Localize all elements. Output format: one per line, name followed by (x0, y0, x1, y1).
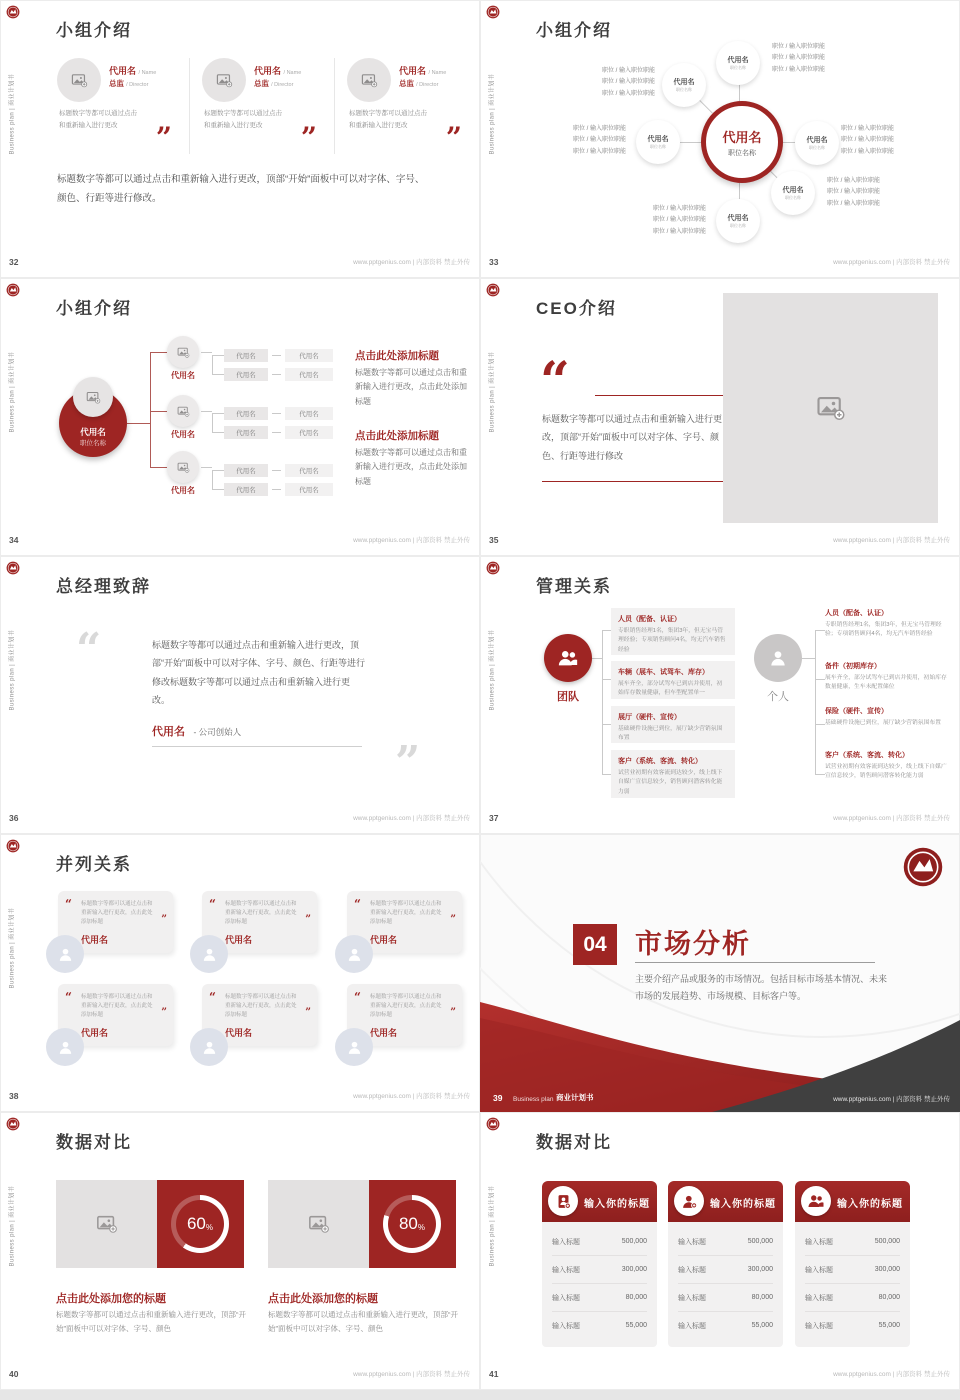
slide-37[interactable] (480, 556, 960, 834)
connector (602, 774, 611, 775)
brand-seal-icon (6, 839, 20, 853)
card-text: 标题数字等都可以通过点击和重新输入进行更改，点击此处添加标题 (370, 901, 442, 926)
connector (212, 470, 213, 490)
org-node-name: 代用名 (171, 371, 195, 380)
connector (201, 411, 212, 412)
card-body: 标题数字等都可以通过点击和重新输入进行更改，顶部“开始”面板中可以对字体、字号、颜色 (56, 1310, 246, 1334)
connector (592, 658, 602, 659)
quote-open-mark: “ (540, 351, 570, 412)
block-body: 标题数字等都可以通过点击和重新输入进行更改，点击此处添加标题 (355, 368, 467, 406)
block-heading: 点击此处添加标题 (355, 430, 439, 442)
center-role: 职位名称 (728, 149, 756, 157)
person-item: 保险（硬件、宣传） 基础硬件设施已到位，展厅缺少营销氛围布置 (825, 708, 941, 726)
page-title: 总经理致辞 (56, 577, 151, 596)
footer-text: www.pptgenius.com | 内部资料 禁止外传 (833, 1371, 950, 1378)
page-number: 36 (9, 813, 19, 823)
person-label: 个人 (767, 691, 789, 703)
connector (212, 355, 224, 356)
divider (152, 746, 362, 747)
quote-close-mark: ” (450, 1007, 456, 1018)
connector (212, 374, 224, 375)
org-node-avatar (167, 336, 199, 368)
slide-40[interactable] (0, 1112, 480, 1390)
member-card (57, 52, 180, 164)
avatar (46, 1028, 84, 1066)
org-node: 代用名 职位名称 (771, 171, 815, 215)
page-number: 39 (493, 1093, 503, 1103)
name-box: 代用名 (224, 368, 268, 381)
member-desc: 标题数字等都可以通过点击和重新输入进行更改 (59, 110, 137, 130)
node-info: 职位 / 输入职位职能 职位 / 输入职位职能 职位 / 输入职位职能 (652, 206, 706, 235)
table-row: 输入标题 500,000 (552, 1228, 647, 1256)
person-icon (201, 946, 218, 963)
table-row: 输入标题 300,000 (552, 1256, 647, 1284)
avatar (190, 1028, 228, 1066)
stat-table (795, 1181, 910, 1347)
connector (150, 352, 151, 467)
image-placeholder-icon (361, 72, 378, 89)
donut-chart (383, 1195, 441, 1253)
quote-close-mark: ” (155, 121, 172, 154)
person-icon (346, 1039, 363, 1056)
node-info: 职位 / 输入职位职能 职位 / 输入职位职能 职位 / 输入职位职能 (772, 44, 826, 73)
card-text: 标题数字等都可以通过点击和重新输入进行更改，点击此处添加标题 (225, 901, 297, 926)
node-info: 职位 / 输入职位职能 职位 / 输入职位职能 职位 / 输入职位职能 (601, 68, 655, 97)
card-name: 代用名 (370, 935, 398, 945)
avatar (335, 1028, 373, 1066)
image-placeholder (56, 1180, 157, 1268)
vertical-label: Business plan | 商业计划书 (489, 73, 496, 155)
org-node-name: 代用名 (171, 430, 195, 439)
card-name: 代用名 (81, 1028, 109, 1038)
connector (602, 724, 611, 725)
block-body: 标题数字等都可以通过点击和重新输入进行更改，点击此处添加标题 (355, 448, 467, 486)
quote-card (58, 984, 173, 1046)
connector (602, 679, 611, 680)
image-placeholder-icon (86, 390, 101, 405)
person-item: 客户（系统、客流、转化） 试营业初期有效客流到达较少，线上线下自媒广宣信息较少，销售顾问潜客转化能力弱 (825, 752, 947, 780)
card-text: 标题数字等都可以通过点击和重新输入进行更改，点击此处添加标题 (370, 994, 442, 1019)
quote-card (202, 984, 317, 1046)
table-header (542, 1181, 657, 1222)
vertical-label: Business plan | 商业计划书 (9, 1185, 16, 1267)
brand-seal-icon (6, 1117, 20, 1131)
connector (212, 432, 224, 433)
org-node-name: 代用名 (171, 486, 195, 495)
connector (150, 352, 167, 353)
team-item: 客户（系统、客流、转化） 试营业初期有效客流到达较少，线上线下自媒广宣信息较少，销售顾问潜客转化能力弱 (611, 750, 735, 798)
brand-seal-icon (486, 561, 500, 575)
quote-open-mark: “ (65, 897, 72, 911)
connector (602, 630, 603, 775)
accent-rule (542, 481, 728, 482)
team-label: 团队 (557, 691, 579, 703)
name-box: 代用名 (224, 407, 268, 420)
card-heading: 点击此处添加您的标题 (56, 1293, 166, 1305)
person-item: 备件（初期库存） 展车齐全，部分试驾车已到店并使用，初始库存数量健康，生车未配置储位 (825, 663, 947, 691)
footer-text: www.pptgenius.com | 内部资料 禁止外传 (833, 815, 950, 822)
table-title: 输入你的标题 (584, 1199, 650, 1210)
person-icon (201, 1039, 218, 1056)
footer-text: www.pptgenius.com | 内部资料 禁止外传 (353, 259, 470, 266)
table-title: 输入你的标题 (837, 1199, 903, 1210)
org-node: 代用名 职位名称 (716, 41, 760, 85)
connector (212, 355, 213, 375)
connector (680, 142, 701, 143)
card-text: 标题数字等都可以通过点击和重新输入进行更改，点击此处添加标题 (225, 994, 297, 1019)
name-box: 代用名 (285, 349, 333, 362)
connector (212, 413, 224, 414)
page-number: 40 (9, 1369, 19, 1379)
table-row: 输入标题 500,000 (678, 1228, 773, 1256)
page-number: 38 (9, 1091, 19, 1101)
person-icon (57, 1039, 74, 1056)
section-title: 市场分析 (635, 929, 751, 959)
connector (783, 142, 795, 143)
quote-close-mark: ” (450, 914, 456, 925)
dash (272, 489, 281, 490)
connector (815, 774, 825, 775)
team-item: 展厅（硬件、宣传） 基础硬件设施已到位，展厅缺少营销氛围布置 (611, 706, 735, 743)
card-heading: 点击此处添加您的标题 (268, 1293, 378, 1305)
name-box: 代用名 (285, 483, 333, 496)
people-icon (801, 1186, 831, 1216)
org-node: 代用名 职位名称 (662, 63, 706, 107)
quote-close-mark: ” (445, 121, 462, 154)
page-title: 管理关系 (536, 577, 612, 596)
section-body: 主要介绍产品或服务的市场情况。包括目标市场基本情况、未来市场的发展趋势、市场规模、目标客户等。 (635, 974, 888, 1001)
image-placeholder-icon (96, 1213, 118, 1235)
slide-32[interactable] (0, 0, 480, 278)
connector (602, 630, 611, 631)
quote-card (58, 891, 173, 953)
table-header (668, 1181, 783, 1222)
card-name: 代用名 (225, 1028, 253, 1038)
name-box: 代用名 (224, 349, 268, 362)
quote-close-mark: ” (161, 914, 167, 925)
dash (272, 413, 281, 414)
footer-text: www.pptgenius.com | 内部资料 禁止外传 (833, 1096, 950, 1103)
quote-close-mark: ” (305, 1007, 311, 1018)
connector (201, 467, 212, 468)
donut-value: 80 % (398, 1214, 426, 1233)
page-title: 小组介绍 (56, 299, 132, 318)
footer-text: www.pptgenius.com | 内部资料 禁止外传 (353, 537, 470, 544)
quote-card (347, 984, 462, 1046)
table-header (795, 1181, 910, 1222)
member-card (347, 52, 470, 164)
footer-text: www.pptgenius.com | 内部资料 禁止外传 (353, 815, 470, 822)
dash (272, 374, 281, 375)
quote-close-mark: ” (395, 737, 421, 788)
brand-seal-icon (486, 283, 500, 297)
team-circle (544, 634, 592, 682)
name-box: 代用名 (285, 368, 333, 381)
person-title: - 公司创始人 (193, 727, 242, 737)
footer-series-cn: 商业计划书 (556, 1093, 594, 1102)
member-role: 总监 / Director (399, 79, 439, 88)
name-box: 代用名 (285, 464, 333, 477)
member-name: 代用名 / Name (109, 66, 157, 76)
table-row: 输入标题 80,000 (805, 1284, 900, 1312)
dash (272, 470, 281, 471)
person-name: 代用名 (152, 726, 185, 738)
connector (802, 658, 815, 659)
vertical-label: Business plan | 商业计划书 (489, 351, 496, 433)
image-placeholder (268, 1180, 369, 1268)
brand-seal-icon (6, 5, 20, 19)
org-node-avatar (167, 451, 199, 483)
quote-open-mark: “ (354, 990, 361, 1004)
brand-seal-icon (486, 5, 500, 19)
connector (699, 100, 712, 113)
avatar (202, 58, 246, 102)
table-row: 输入标题 55,000 (552, 1322, 647, 1330)
name-box: 代用名 (285, 407, 333, 420)
table-row: 输入标题 300,000 (678, 1256, 773, 1284)
brand-seal-icon (6, 561, 20, 575)
idcard-plus-icon (548, 1186, 578, 1216)
vertical-label: Business plan | 商业计划书 (9, 907, 16, 989)
card-text: 标题数字等都可以通过点击和重新输入进行更改，点击此处添加标题 (81, 994, 153, 1019)
page-number: 37 (489, 813, 499, 823)
vertical-label: Business plan | 商业计划书 (9, 629, 16, 711)
section-number: 04 (583, 932, 607, 956)
name-box: 代用名 (224, 426, 268, 439)
name-box: 代用名 (285, 426, 333, 439)
stat-table (542, 1181, 657, 1347)
root-role: 职位名称 (80, 440, 106, 447)
quote-close-mark: ” (305, 914, 311, 925)
page-number: 34 (9, 535, 19, 545)
image-placeholder-icon (177, 461, 190, 474)
dash (272, 355, 281, 356)
member-name: 代用名 / Name (254, 66, 302, 76)
quote-open-mark: “ (209, 897, 216, 911)
avatar (335, 935, 373, 973)
connector (150, 411, 167, 412)
member-desc: 标题数字等都可以通过点击和重新输入进行更改 (204, 110, 282, 130)
divider (189, 58, 190, 154)
slide-33[interactable] (480, 0, 960, 278)
root-name: 代用名 (80, 427, 106, 437)
accent-rule (595, 395, 728, 396)
member-role: 总监 / Director (254, 79, 294, 88)
image-placeholder-icon (177, 346, 190, 359)
card-name: 代用名 (370, 1028, 398, 1038)
brand-seal-icon (902, 846, 944, 888)
avatar (46, 935, 84, 973)
section-number-box (573, 924, 617, 965)
block-heading: 点击此处添加标题 (355, 350, 439, 362)
member-desc: 标题数字等都可以通过点击和重新输入进行更改 (349, 110, 427, 130)
page-title: 小组介绍 (536, 21, 612, 40)
node-info: 职位 / 输入职位职能 职位 / 输入职位职能 职位 / 输入职位职能 (827, 178, 881, 207)
person-circle (754, 634, 802, 682)
page-title: 数据对比 (56, 1133, 132, 1152)
card-name: 代用名 (225, 935, 253, 945)
table-row: 输入标题 80,000 (552, 1284, 647, 1312)
slide-38[interactable] (0, 834, 480, 1112)
brand-seal-icon (6, 283, 20, 297)
page-title: 数据对比 (536, 1133, 612, 1152)
member-role: 总监 / Director (109, 79, 149, 88)
divider (635, 962, 875, 963)
avatar (347, 58, 391, 102)
org-node-avatar (167, 395, 199, 427)
center-node (701, 101, 783, 183)
org-node: 代用名 职位名称 (636, 120, 680, 164)
image-placeholder-icon (308, 1213, 330, 1235)
quote-card (347, 891, 462, 953)
person-item: 人员（配备、认证） 专职销售经理1名，集团3年，但无宝马管理经验；专项销售顾问4名，均无汽车销售经验 (825, 610, 942, 638)
image-placeholder-icon (71, 72, 88, 89)
team-item: 车辆（展车、试驾车、库存） 展车齐全，部分试驾车已到店并使用，初始库存数量健康，但车型配置单一 (611, 661, 735, 699)
stat-table (668, 1181, 783, 1347)
image-placeholder-icon (216, 72, 233, 89)
connector (201, 352, 212, 353)
slide-note: 标题数字等都可以通过点击和重新输入进行更改，顶部“开始”面板中可以对字体、字号、颜色、行距等进行修改。 (57, 174, 425, 204)
slide-39[interactable] (480, 834, 960, 1112)
slide-34[interactable] (0, 278, 480, 556)
card-text: 标题数字等都可以通过点击和重新输入进行更改，点击此处添加标题 (81, 901, 153, 926)
table-row: 输入标题 500,000 (805, 1228, 900, 1256)
name-box: 代用名 (224, 483, 268, 496)
brand-seal-icon (486, 1117, 500, 1131)
quote-open-mark: “ (209, 990, 216, 1004)
quote-close-mark: ” (300, 121, 317, 154)
person-plus-icon (674, 1186, 704, 1216)
connector (127, 423, 150, 424)
connector (815, 679, 825, 680)
org-node: 代用名 职位名称 (795, 121, 839, 165)
footer-text: www.pptgenius.com | 内部资料 禁止外传 (353, 1371, 470, 1378)
page-number: 35 (489, 535, 499, 545)
page-number: 41 (489, 1369, 499, 1379)
table-row: 输入标题 80,000 (678, 1284, 773, 1312)
quote-open-mark: “ (76, 624, 102, 675)
vertical-label: Business plan | 商业计划书 (9, 351, 16, 433)
quote-body: 标题数字等都可以通过点击和重新输入进行更改，顶部“开始”面板中可以对字体、字号、颜色、行距等进行修改标题数字等都可以通过点击和重新输入进行更改。 (152, 640, 365, 706)
footer-text: www.pptgenius.com | 内部资料 禁止外传 (353, 1093, 470, 1100)
page-number: 32 (9, 257, 19, 267)
page-title: 小组介绍 (56, 21, 132, 40)
card-body: 标题数字等都可以通过点击和重新输入进行更改，顶部“开始”面板中可以对字体、字号、颜色 (268, 1310, 458, 1334)
footer-text: www.pptgenius.com | 内部资料 禁止外传 (833, 537, 950, 544)
page-title: 并列关系 (56, 855, 132, 874)
page-title: CEO介绍 (536, 299, 617, 318)
member-name: 代用名 / Name (399, 66, 447, 76)
connector (212, 489, 224, 490)
people-icon (557, 647, 579, 669)
org-node: 代用名 职位名称 (716, 199, 760, 243)
footer-text: www.pptgenius.com | 内部资料 禁止外传 (833, 259, 950, 266)
slide-41[interactable] (480, 1112, 960, 1390)
image-placeholder-icon (177, 405, 190, 418)
image-placeholder-icon (816, 393, 846, 423)
slide-36[interactable] (0, 556, 480, 834)
person-icon (346, 946, 363, 963)
name-box: 代用名 (224, 464, 268, 477)
vertical-label: Business plan | 商业计划书 (9, 73, 16, 155)
connector (815, 630, 825, 631)
node-info: 职位 / 输入职位职能 职位 / 输入职位职能 职位 / 输入职位职能 (841, 126, 895, 155)
connector (739, 183, 740, 199)
dash (272, 432, 281, 433)
person-signature (152, 722, 241, 740)
avatar (73, 377, 113, 417)
table-title: 输入你的标题 (710, 1199, 776, 1210)
table-row: 输入标题 55,000 (805, 1322, 900, 1330)
table-body (542, 1222, 657, 1347)
center-name: 代用名 (722, 129, 762, 145)
table-row: 输入标题 55,000 (678, 1322, 773, 1330)
slide-footer-bar (480, 1086, 960, 1112)
page-number: 33 (489, 257, 499, 267)
quote-card (202, 891, 317, 953)
divider (334, 58, 335, 154)
avatar (57, 58, 101, 102)
connector (212, 413, 213, 433)
donut-value: 60 % (186, 1214, 214, 1233)
avatar (190, 935, 228, 973)
person-icon (768, 648, 788, 668)
vertical-label: Business plan | 商业计划书 (489, 629, 496, 711)
vertical-label: Business plan | 商业计划书 (489, 1185, 496, 1267)
node-info: 职位 / 输入职位职能 职位 / 输入职位职能 职位 / 输入职位职能 (572, 126, 626, 155)
quote-close-mark: ” (161, 1007, 167, 1018)
quote-open-mark: “ (65, 990, 72, 1004)
card-name: 代用名 (81, 935, 109, 945)
connector (815, 630, 816, 775)
image-placeholder (723, 293, 938, 523)
member-card (202, 52, 325, 164)
connector (815, 724, 825, 725)
slide-35[interactable] (480, 278, 960, 556)
quote-body: 标题数字等都可以通过点击和重新输入进行更改，顶部“开始”面板中可以对字体、字号、颜色、行距等进行修改 (542, 414, 723, 461)
connector (150, 467, 167, 468)
donut-chart (171, 1195, 229, 1253)
quote-open-mark: “ (354, 897, 361, 911)
table-body (795, 1222, 910, 1347)
connector (212, 470, 224, 471)
person-icon (57, 946, 74, 963)
table-body (668, 1222, 783, 1347)
table-row: 输入标题 300,000 (805, 1256, 900, 1284)
team-item: 人员（配备、认证） 专职销售经理1名，集团3年，但无宝马管理经验；专项销售顾问4名，均无汽车销售经验 (611, 608, 735, 655)
footer-series-en: Business plan (513, 1096, 554, 1103)
